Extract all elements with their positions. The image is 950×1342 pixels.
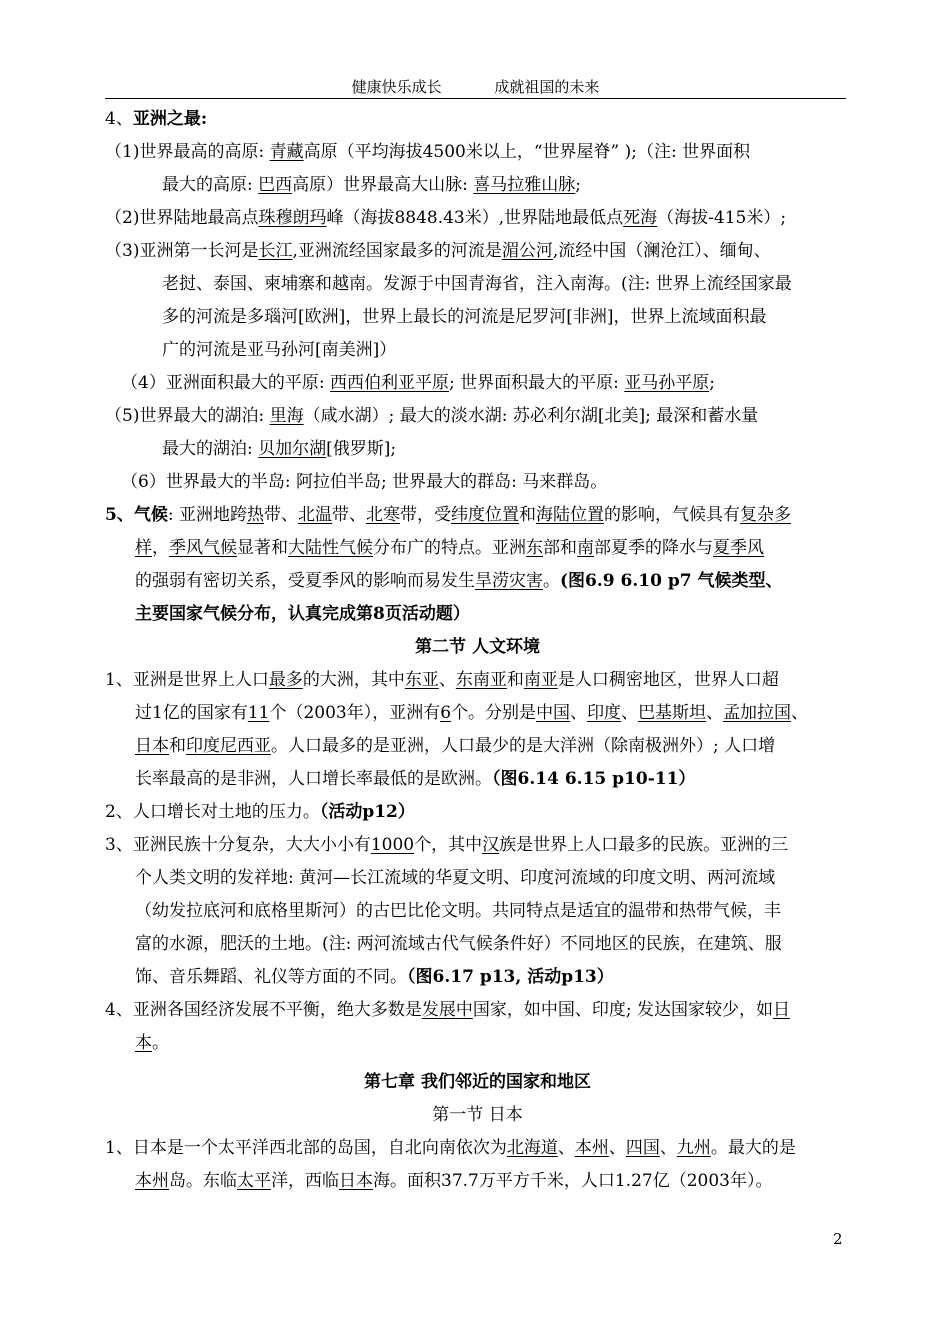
text: 。人口最多的是亚洲，人口最少的是大洋洲（除南极洲外）; 人口增 bbox=[271, 736, 776, 756]
text: ; bbox=[575, 175, 582, 195]
answer-underline: 发展中 bbox=[421, 1000, 473, 1020]
sec5-line3 bbox=[105, 565, 850, 598]
answer-underline: 大陆性气候 bbox=[288, 538, 373, 558]
text: 高原（平均海拔4500米以上，“世界屋脊” );（注: 世界面积 bbox=[303, 142, 751, 162]
text: （海拔-415米）; bbox=[657, 208, 787, 228]
text: 是人口稠密地区，世界人口超 bbox=[557, 670, 779, 690]
text: 1、亚洲是世界上人口 bbox=[105, 670, 269, 690]
answer-underline: 1000 bbox=[370, 835, 415, 855]
text: ， bbox=[152, 538, 169, 558]
answer-underline: 南亚 bbox=[523, 670, 558, 690]
answer-underline: 太平 bbox=[237, 1171, 271, 1191]
text: （4）亚洲面积最大的平原: bbox=[121, 373, 330, 393]
s2p3-line2: 个人类文明的发祥地: 黄河—长江流域的华夏文明、印度河流域的印度文明、两河流域 bbox=[135, 868, 776, 888]
answer-underline: 复杂多 bbox=[739, 505, 791, 525]
answer-underline: 里海 bbox=[269, 406, 304, 426]
answer-underline: 西西伯利亚平原 bbox=[329, 373, 449, 393]
text: 、 bbox=[438, 670, 456, 690]
answer-underline: 珠穆朗玛 bbox=[258, 208, 327, 228]
answer-underline: 九州 bbox=[676, 1138, 711, 1158]
section2-title: 第二节 人文环境 bbox=[415, 637, 540, 657]
answer-underline: 季风气候 bbox=[169, 538, 237, 558]
answer-underline: 热 bbox=[246, 505, 264, 525]
figure-reference: （图6.14 6.15 p10-11） bbox=[492, 769, 696, 789]
text: 的强弱有密切关系，受夏季风的影响而易发生 bbox=[135, 571, 475, 591]
text: 洋，西临 bbox=[271, 1171, 339, 1191]
answer-underline: 北温 bbox=[297, 505, 332, 525]
sec5-title: 5、气候 bbox=[105, 505, 168, 525]
text: 和 bbox=[169, 736, 186, 756]
sec4-p1-line1 bbox=[105, 136, 850, 169]
text: 的大洲，其中 bbox=[302, 670, 405, 690]
answer-underline: 夏季风 bbox=[713, 538, 764, 558]
text: 、 bbox=[608, 1138, 626, 1158]
answer-underline: 亚马孙平原 bbox=[624, 373, 710, 393]
text: 带、 bbox=[331, 505, 366, 525]
sec4-p3-line4: 广的河流是亚马孙河[南美洲]） bbox=[162, 340, 397, 360]
text: 、 bbox=[557, 1138, 575, 1158]
answer-underline: 本州 bbox=[135, 1171, 169, 1191]
sec4-title: 亚洲之最: bbox=[132, 109, 208, 129]
jp1-line1 bbox=[105, 1132, 850, 1165]
text: 个（2003年），亚洲有 bbox=[269, 703, 441, 723]
text: ; bbox=[709, 373, 715, 393]
answer-underline: 样 bbox=[135, 538, 152, 558]
figure-reference: 主要国家气候分布，认真完成第8页活动题） bbox=[135, 604, 470, 624]
text: 4、亚洲各国经济发展不平衡，绝大多数是 bbox=[105, 1000, 422, 1020]
sec4-p3-line3: 多的河流是多瑙河[欧洲]，世界上最长的河流是尼罗河[非洲]，世界上流域面积最 bbox=[162, 307, 767, 327]
text: 族是世界上人口最多的民族。亚洲的三 bbox=[499, 835, 789, 855]
answer-underline: 东南亚 bbox=[455, 670, 507, 690]
s2p1-line3 bbox=[105, 730, 850, 763]
text: 。 bbox=[543, 571, 560, 591]
answer-underline: 青藏 bbox=[269, 142, 304, 162]
text: （1)世界最高的高原: bbox=[105, 142, 270, 162]
answer-underline: 本 bbox=[135, 1033, 152, 1053]
text: （3)亚洲第一长河是 bbox=[105, 241, 259, 261]
text: （5)世界最大的湖泊: bbox=[105, 406, 270, 426]
text: 部和 bbox=[543, 538, 577, 558]
answer-underline: 死海 bbox=[623, 208, 658, 228]
s2p4-line2 bbox=[105, 1027, 850, 1060]
s2p3-line4: 富的水源，肥沃的土地。(注: 两河流域古代气候条件好）不同地区的民族，在建筑、服 bbox=[135, 934, 782, 954]
sec4-p6: （6）世界最大的半岛: 阿拉伯半岛; 世界最大的群岛: 马来群岛。 bbox=[121, 472, 608, 492]
text: 部夏季的降水与 bbox=[594, 538, 713, 558]
s2p1-line4 bbox=[105, 763, 850, 796]
text: 个。分别是 bbox=[451, 703, 537, 723]
text: 高原）世界最高大山脉: bbox=[292, 175, 474, 195]
header-left-text: 健康快乐成长 bbox=[351, 78, 442, 96]
answer-underline: 日本 bbox=[135, 736, 169, 756]
text: 带，受 bbox=[399, 505, 451, 525]
sec4-heading bbox=[105, 103, 850, 136]
text: 的影响，气候具有 bbox=[603, 505, 740, 525]
text: ,亚洲流经国家最多的河流是 bbox=[292, 241, 502, 261]
answer-underline: 喜马拉雅山脉 bbox=[473, 175, 576, 195]
answer-underline: 6 bbox=[440, 703, 452, 723]
sec4-p5-line1 bbox=[105, 400, 850, 433]
text: 、 bbox=[791, 703, 809, 723]
answer-underline: 孟加拉国 bbox=[723, 703, 792, 723]
answer-underline: 北海道 bbox=[506, 1138, 558, 1158]
text: 2、人口增长对土地的压力。 bbox=[105, 802, 320, 822]
answer-underline: 东 bbox=[526, 538, 543, 558]
sec5-line1 bbox=[105, 499, 850, 532]
text: 峰（海拔8848.43米）,世界陆地最低点 bbox=[326, 208, 624, 228]
answer-underline: 日本 bbox=[339, 1171, 373, 1191]
text: 。最大的是 bbox=[710, 1138, 796, 1158]
text: ; 世界面积最大的平原: bbox=[448, 373, 625, 393]
text: 国家，如中国、印度; 发达国家较少，如 bbox=[472, 1000, 773, 1020]
answer-underline: 海陆位置 bbox=[535, 505, 604, 525]
page-number: 2 bbox=[833, 1230, 843, 1248]
text: 岛。东临 bbox=[169, 1171, 237, 1191]
text: 3、亚洲民族十分复杂，大大小小有 bbox=[105, 835, 371, 855]
text: 长率最高的是非洲，人口增长率最低的是欧洲。 bbox=[135, 769, 492, 789]
answer-underline: 四国 bbox=[625, 1138, 660, 1158]
text: 带、 bbox=[263, 505, 298, 525]
text: （咸水湖）; 最大的淡水湖: 苏必利尔湖[北美]; 最深和蓄水量 bbox=[303, 406, 759, 426]
s2p4-line1 bbox=[105, 994, 850, 1027]
sec4-p3-line1 bbox=[105, 235, 850, 268]
answer-underline: 纬度位置 bbox=[450, 505, 519, 525]
answer-underline: 汉 bbox=[482, 835, 500, 855]
text: 和 bbox=[518, 505, 536, 525]
figure-reference: （图6.17 p13, 活动p13） bbox=[407, 967, 614, 987]
text: : 亚洲地跨 bbox=[167, 505, 247, 525]
text: 显著和 bbox=[237, 538, 288, 558]
sec4-p3-line2: 老挝、泰国、柬埔寨和越南。发源于中国青海省，注入南海。(注: 世界上流经国家最 bbox=[162, 274, 792, 294]
answer-underline: 旱涝灾害 bbox=[475, 571, 543, 591]
text: 过1亿的国家有 bbox=[135, 703, 248, 723]
sec4-p1-line2 bbox=[105, 169, 850, 202]
text: 、 bbox=[621, 703, 639, 723]
document-body bbox=[105, 103, 850, 1198]
text: （2)世界陆地最高点 bbox=[105, 208, 259, 228]
text: 和 bbox=[506, 670, 524, 690]
answer-underline: 东亚 bbox=[404, 670, 439, 690]
s2p1-line1 bbox=[105, 664, 850, 697]
text: 、 bbox=[706, 703, 724, 723]
s2p3-line5 bbox=[105, 961, 850, 994]
header-right-text: 成就祖国的未来 bbox=[494, 78, 600, 96]
answer-underline: 巴基斯坦 bbox=[638, 703, 707, 723]
text: [俄罗斯]; bbox=[326, 439, 397, 459]
text: 、 bbox=[570, 703, 588, 723]
answer-underline: 中国 bbox=[536, 703, 571, 723]
answer-underline: 印度尼西亚 bbox=[186, 736, 271, 756]
answer-underline: 贝加尔湖 bbox=[258, 439, 327, 459]
text: 最大的湖泊: bbox=[162, 439, 259, 459]
answer-underline: 南 bbox=[577, 538, 594, 558]
sec5-line2 bbox=[105, 532, 850, 565]
sec4-p4 bbox=[105, 367, 850, 400]
text: 1、日本是一个太平洋西北部的岛国，自北向南依次为 bbox=[105, 1138, 507, 1158]
s2p2 bbox=[105, 796, 850, 829]
text: 、 bbox=[659, 1138, 677, 1158]
answer-underline: 本州 bbox=[574, 1138, 609, 1158]
answer-underline: 巴西 bbox=[258, 175, 293, 195]
text: 饰、音乐舞蹈、礼仪等方面的不同。 bbox=[135, 967, 407, 987]
answer-underline: 北寒 bbox=[365, 505, 400, 525]
page-header bbox=[105, 76, 846, 99]
answer-underline: 最多 bbox=[268, 670, 303, 690]
text: ,流经中国（澜沧江）、缅甸、 bbox=[552, 241, 771, 261]
s2p1-line2 bbox=[105, 697, 850, 730]
figure-reference: (图6.9 6.10 p7 气候类型、 bbox=[560, 571, 783, 591]
text: 最大的高原: bbox=[162, 175, 259, 195]
answer-underline: 长江 bbox=[258, 241, 293, 261]
answer-underline: 日 bbox=[772, 1000, 790, 1020]
sec4-number: 4、 bbox=[105, 109, 133, 129]
answer-underline: 11 bbox=[247, 703, 270, 723]
s2p3-line1 bbox=[105, 829, 850, 862]
sec4-p5-line2 bbox=[105, 433, 850, 466]
text: 海。面积37.7万平方千米，人口1.27亿（2003年）。 bbox=[373, 1171, 773, 1191]
sec4-p2 bbox=[105, 202, 850, 235]
text: 分布广的特点。亚洲 bbox=[373, 538, 526, 558]
section1-title: 第一节 日本 bbox=[432, 1105, 523, 1125]
text: 个，其中 bbox=[414, 835, 483, 855]
chapter7-title: 第七章 我们邻近的国家和地区 bbox=[364, 1072, 591, 1092]
answer-underline: 湄公河 bbox=[501, 241, 553, 261]
jp1-line2 bbox=[105, 1165, 850, 1198]
text: 。 bbox=[152, 1033, 169, 1053]
s2p3-line3: （幼发拉底河和底格里斯河）的古巴比伦文明。共同特点是适宜的温带和热带气候，丰 bbox=[135, 901, 781, 921]
answer-underline: 印度 bbox=[587, 703, 622, 723]
sec5-line4 bbox=[105, 598, 850, 631]
activity-reference: （活动p12） bbox=[319, 802, 415, 822]
